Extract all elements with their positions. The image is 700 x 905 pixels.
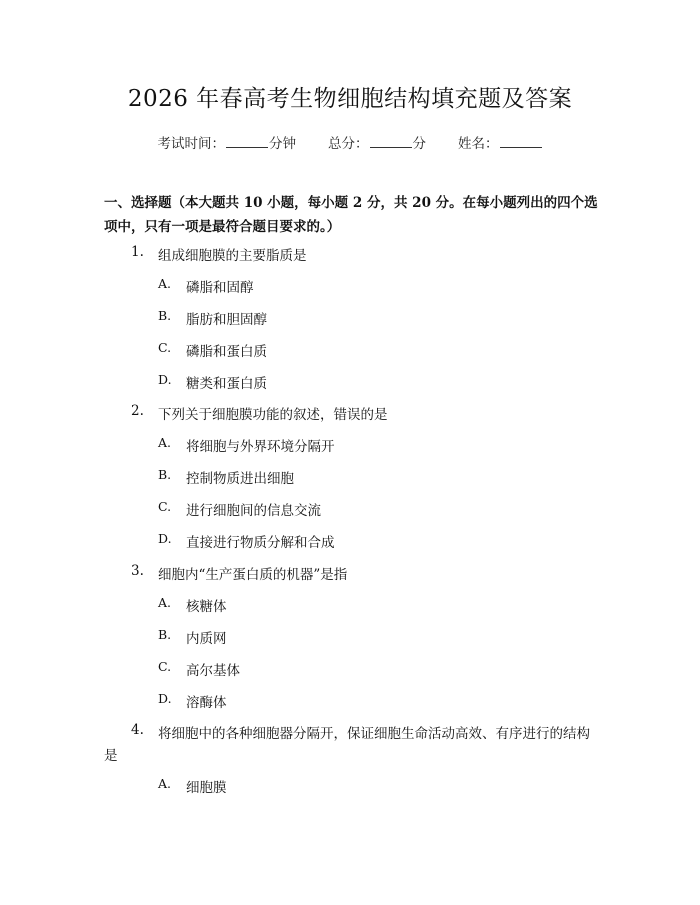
question-text: 细胞内“生产蛋白质的机器”是指 bbox=[158, 567, 348, 583]
option-text: 直接进行物质分解和合成 bbox=[186, 535, 335, 551]
option-text: 高尔基体 bbox=[186, 663, 240, 679]
option-letter: A. bbox=[158, 776, 172, 791]
question-text: 组成细胞膜的主要脂质是 bbox=[158, 248, 307, 264]
option-letter: C. bbox=[158, 499, 172, 514]
name-label: 姓名： bbox=[458, 136, 499, 152]
option-text: 进行细胞间的信息交流 bbox=[186, 503, 321, 519]
option-text: 内质网 bbox=[186, 631, 227, 647]
option-letter: A. bbox=[158, 276, 172, 291]
option-text: 细胞膜 bbox=[186, 780, 227, 796]
option-letter: B. bbox=[158, 467, 172, 482]
option-text: 脂肪和胆固醇 bbox=[186, 312, 267, 328]
option-letter: C. bbox=[158, 659, 172, 674]
question-text: 将细胞中的各种细胞器分隔开，保证细胞生命活动高效、有序进行的结构 bbox=[158, 726, 590, 742]
question-text: 下列关于细胞膜功能的叙述，错误的是 bbox=[158, 407, 388, 423]
question-text-continuation: 是 bbox=[104, 748, 118, 764]
option-text: 控制物质进出细胞 bbox=[186, 471, 294, 487]
option-letter: A. bbox=[158, 595, 172, 610]
option-letter: D. bbox=[158, 691, 172, 706]
total-score-label: 总分： bbox=[328, 136, 369, 152]
option-text: 磷脂和蛋白质 bbox=[186, 344, 267, 360]
option-letter: D. bbox=[158, 531, 172, 546]
document-title: 2026 年春高考生物细胞结构填充题及答案 bbox=[127, 86, 573, 112]
question-number: 3. bbox=[131, 563, 144, 579]
exam-info-row bbox=[0, 132, 700, 152]
question-number: 1. bbox=[131, 244, 144, 260]
section-heading-multiple-choice: 一、选择题（本大题共 10 小题，每小题 2 分，共 20 分。在每小题列出的四个选项中，只有一项是最符合题目要求的。） bbox=[104, 195, 598, 235]
option-text: 核糖体 bbox=[186, 599, 227, 615]
option-letter: B. bbox=[158, 308, 172, 323]
exam-time-field bbox=[158, 132, 297, 152]
option-letter: B. bbox=[158, 627, 172, 642]
total-score-blank bbox=[370, 136, 412, 148]
option-text: 将细胞与外界环境分隔开 bbox=[186, 439, 335, 455]
option-text: 磷脂和固醇 bbox=[186, 280, 254, 296]
exam-time-unit: 分钟 bbox=[269, 136, 296, 152]
option-letter: D. bbox=[158, 372, 172, 387]
question-number: 2. bbox=[131, 403, 144, 419]
question-number: 4. bbox=[131, 722, 144, 738]
exam-time-label: 考试时间： bbox=[157, 136, 225, 152]
total-score-unit: 分 bbox=[412, 136, 426, 152]
name-field bbox=[458, 132, 543, 152]
option-text: 糖类和蛋白质 bbox=[186, 376, 267, 392]
exam-time-blank bbox=[226, 136, 268, 148]
total-score-field bbox=[328, 132, 426, 152]
option-letter: C. bbox=[158, 340, 172, 355]
name-blank bbox=[500, 136, 542, 148]
option-text: 溶酶体 bbox=[186, 695, 227, 711]
option-letter: A. bbox=[158, 435, 172, 450]
